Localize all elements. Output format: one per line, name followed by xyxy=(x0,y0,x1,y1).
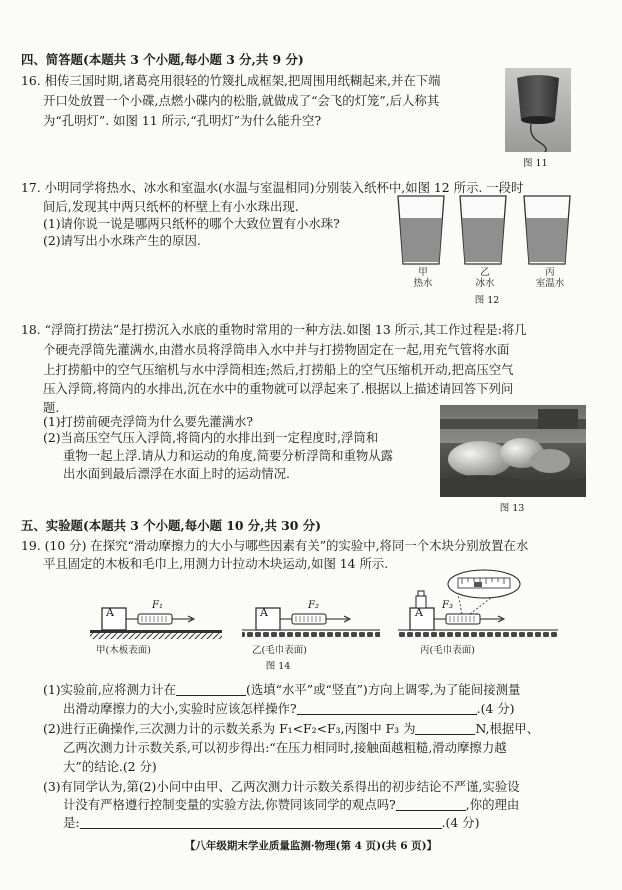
q19-2-line-1: (2)进行正确操作,三次测力计的示数关系为 F₁<F₂<F₃,丙图中 F₃ 为 N,根据甲、 xyxy=(43,721,540,736)
q17-line-3: (1)请你说一说是哪两只纸杯的哪个大致位置有小水珠? xyxy=(43,216,340,231)
answer-blank-reason[interactable] xyxy=(80,816,442,829)
force-f1-label: F₁ xyxy=(152,600,163,611)
cup-3-label: 室温水 xyxy=(535,278,565,289)
figure-13-caption: 图 13 xyxy=(499,503,525,514)
q19-2-line-3: 大”的结论.(2 分) xyxy=(63,759,157,774)
answer-blank-direction[interactable] xyxy=(176,683,246,696)
cup-hot-water xyxy=(398,196,444,264)
q19-3-line-2: 计没有严格遵行控制变量的实验方法,你赞同该同学的观点吗? ,你的理由 xyxy=(63,797,520,812)
q16-line-1: 16. 相传三国时期,诸葛亮用很轻的竹篾扎成框架,把周围用纸糊起来,并在下端 xyxy=(21,73,441,88)
figure-12-caption: 图 12 xyxy=(474,295,500,306)
q18-line-4: 压入浮筒,将筒内的水排出,沉在水中的重物就可以浮起来了.根据以上描述请回答下列问 xyxy=(43,381,514,396)
q19-2-line-2: 乙两次测力计示数关系,可以初步得出:“在压力相同时,接触面越粗糙,滑动摩擦力越 xyxy=(63,740,507,755)
q18-question-2-line-1: (2)当高压空气压入浮筒,将筒内的水排出到一定程度时,浮筒和 xyxy=(43,430,379,445)
force-f3-label: F₃ xyxy=(442,600,453,611)
pontoon-salvage-photo xyxy=(440,405,586,497)
cup-3-letter: 丙 xyxy=(545,267,555,278)
q16-line-2: 开口处放置一个小碟,点燃小碟内的松脂,就做成了“会飞的灯笼”,后人称其 xyxy=(43,93,440,108)
q18-question-2-line-2: 重物一起上浮.请从力和运动的角度,简要分析浮筒和重物从露 xyxy=(63,448,394,463)
kongming-lantern-photo xyxy=(505,68,571,152)
q19-3-line-1: (3)有同学认为,第(2)小问中由甲、乙两次测力计示数关系得出的初步结论不严谨,实验设 xyxy=(43,779,520,794)
q17-line-4: (2)请写出小水珠产生的原因. xyxy=(43,233,201,248)
setup-towel-2 xyxy=(398,570,558,638)
answer-blank-agree[interactable] xyxy=(396,798,466,811)
q17-line-1: 17. 小明同学将热水、冰水和室温水(水温与室温相同)分别装入纸杯中,如图 12 所示. 一段时 xyxy=(21,180,524,195)
block-a-1: A xyxy=(106,606,114,619)
q19-line-1: 19. (10 分) 在探究“滑动摩擦力的大小与哪些因素有关”的实验中,将同一个木块分别放置在水 xyxy=(21,538,529,553)
cup-room-water xyxy=(524,196,570,264)
q19-1-line-2: 出滑动摩擦力的大小,实验时应该怎样操作? .(4 分) xyxy=(63,701,515,716)
block-a-3: A xyxy=(415,606,423,619)
q17-line-2: 间后,发现其中两只纸杯的杯壁上有小水珠出现. xyxy=(43,199,299,214)
setup-2-label: 乙(毛巾表面) xyxy=(252,645,307,656)
setup-3-label: 丙(毛巾表面) xyxy=(420,645,475,656)
three-cups-figure xyxy=(392,192,582,270)
cup-2-letter: 乙 xyxy=(480,267,490,278)
q19-line-2: 平且固定的木板和毛巾上,用测力计拉动木块运动,如图 14 所示. xyxy=(43,556,389,571)
page-footer: 【八年级期末学业质量监测·物理(第 4 页)(共 6 页)】 xyxy=(184,840,438,852)
force-f2-label: F₂ xyxy=(308,600,319,611)
cup-1-letter: 甲 xyxy=(418,267,428,278)
q18-question-2-line-3: 出水面到最后漂浮在水面上时的运动情况. xyxy=(63,466,290,481)
block-a-2: A xyxy=(260,606,268,619)
q16-line-3: 为“孔明灯”. 如图 11 所示,“孔明灯”为什么能升空? xyxy=(43,113,322,128)
q18-line-2: 个硬壳浮筒先灌满水,由潜水员将浮筒串入水中并与打捞物固定在一起,用充气管将水面 xyxy=(43,342,510,357)
q18-line-3: 上打捞船中的空气压缩机与水中浮筒相连;然后,打捞船上的空气压缩机开动,把高压空气 xyxy=(43,362,514,377)
q18-line-1: 18. “浮筒打捞法”是打捞沉入水底的重物时常用的一种方法.如图 13 所示,其工作过程是:将几 xyxy=(21,322,527,337)
q18-line-5: 题. xyxy=(43,400,60,415)
q19-1-line-1: (1)实验前,应将测力计在 (选填“水平”或“竖直”)方向上调零,为了能间接测量 xyxy=(43,682,521,697)
setup-1-label: 甲(木板表面) xyxy=(96,645,151,656)
section-4-title: 四、简答题(本题共 3 个小题,每小题 3 分,共 9 分) xyxy=(21,52,304,67)
cup-2-label: 冰水 xyxy=(475,278,495,289)
cup-1-label: 热水 xyxy=(413,278,433,289)
cup-ice-water xyxy=(460,196,506,264)
q18-question-1: (1)打捞前硬壳浮筒为什么要先灌满水? xyxy=(43,414,254,429)
figure-11-caption: 图 11 xyxy=(523,158,548,169)
answer-blank-f3-value[interactable] xyxy=(415,722,475,735)
q19-3-line-3: 是: .(4 分) xyxy=(63,815,480,830)
figure-14-caption: 图 14 xyxy=(265,661,291,672)
answer-blank-operation[interactable] xyxy=(297,702,477,715)
section-5-title: 五、实验题(本题共 3 个小题,每小题 10 分,共 30 分) xyxy=(21,518,321,533)
